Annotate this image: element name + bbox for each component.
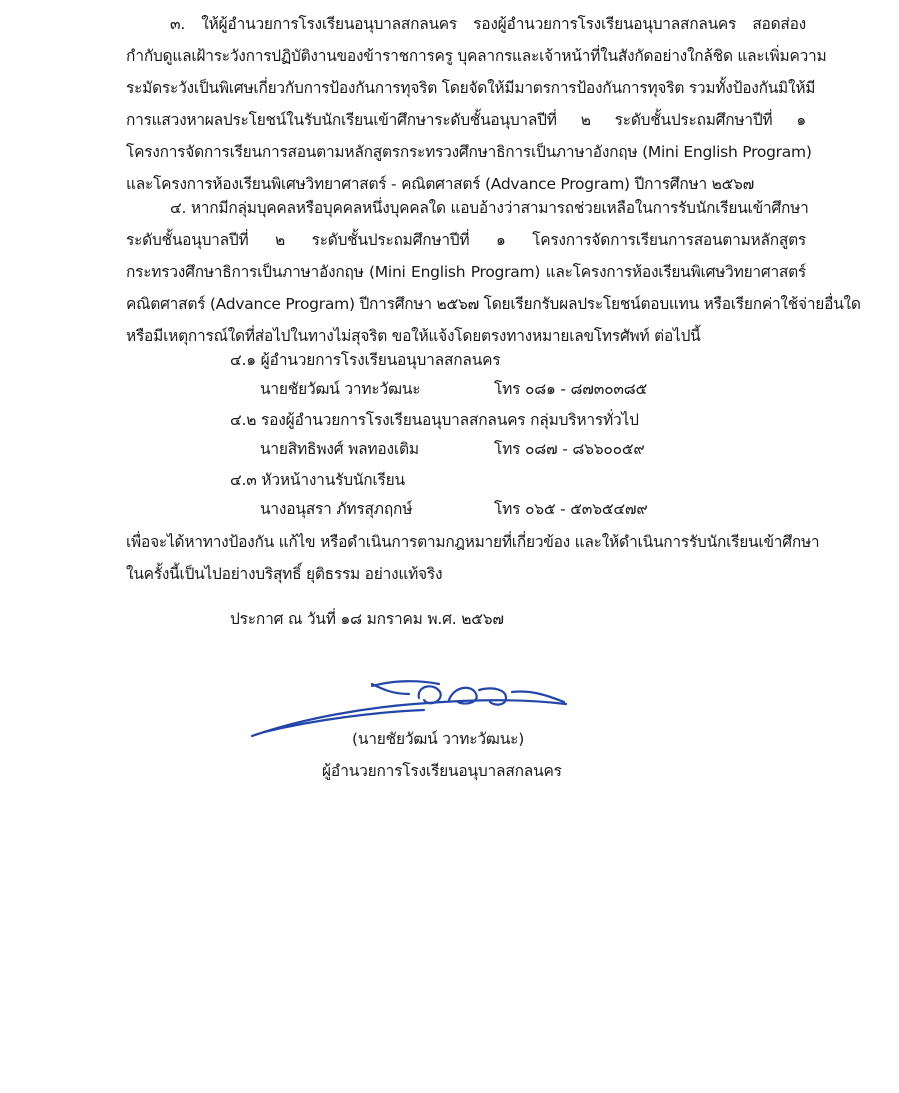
- contact-heading: ๔.๒ รองผู้อำนวยการโรงเรียนอนุบาลสกลนคร กลุ่มบริหารทั่วไป: [230, 411, 639, 429]
- section-4-line: หรือมีเหตุการณ์ใดที่ส่อไปในทางไม่สุจริต ขอให้แจ้งโดยตรงทางหมายเลขโทรศัพท์ ต่อไปนี้: [126, 327, 701, 345]
- section-3-line: กำกับดูแลเฝ้าระวังการปฏิบัติงานของข้าราชการครู บุคลากรและเจ้าหน้าที่ในสังกัดอย่างใกล้ชิด และเพิ่มความ: [126, 47, 827, 65]
- closing-line: ในครั้งนี้เป็นไปอย่างบริสุทธิ์ ยุติธรรม อย่างแท้จริง: [126, 565, 443, 583]
- announcement-date: ประกาศ ณ วันที่ ๑๘ มกราคม พ.ศ. ๒๕๖๗: [230, 610, 504, 628]
- section-3-line: และโครงการห้องเรียนพิเศษวิทยาศาสตร์ - คณิตศาสตร์ (Advance Program) ปีการศึกษา ๒๕๖๗: [126, 175, 755, 193]
- section-3-line: ระมัดระวังเป็นพิเศษเกี่ยวกับการป้องกันการทุจริต โดยจัดให้มีมาตรการป้องกันการทุจริต รวมทั้งป้องกันมิให้มี: [126, 79, 816, 97]
- section-3-paragraph: [126, 8, 827, 200]
- contact-phone: โทร ๐๘๗ - ๘๖๖๐๐๕๙: [494, 440, 645, 458]
- section-3-line: การแสวงหาผลประโยชน์ในรับนักเรียนเข้าศึกษาระดับชั้นอนุบาลปีที่ ๒ ระดับชั้นประถมศึกษาปีที่ ๑: [126, 111, 806, 129]
- contact-phone: โทร ๐๘๑ - ๘๗๓๐๓๘๕: [494, 380, 648, 398]
- section-4-line: กระทรวงศึกษาธิการเป็นภาษาอังกฤษ (Mini English Program) และโครงการห้องเรียนพิเศษวิทยาศาสตร์: [126, 263, 806, 281]
- section-4-line: ระดับชั้นอนุบาลปีที่ ๒ ระดับชั้นประถมศึกษาปีที่ ๑ โครงการจัดการเรียนการสอนตามหลักสูตร: [126, 231, 806, 249]
- section-4-paragraph: [126, 192, 861, 352]
- section-3-line: โครงการจัดการเรียนการสอนตามหลักสูตรกระทรวงศึกษาธิการเป็นภาษาอังกฤษ (Mini English Program): [126, 143, 812, 161]
- signer-name: (นายชัยวัฒน์ วาทะวัฒนะ): [352, 730, 525, 748]
- section-4-line: คณิตศาสตร์ (Advance Program) ปีการศึกษา ๒๕๖๗ โดยเรียกรับผลประโยชน์ตอบแทน หรือเรียกค่าใช้จ่ายอื่นใด: [126, 295, 861, 313]
- contact-heading: ๔.๓ หัวหน้างานรับนักเรียน: [230, 471, 405, 489]
- contact-phone: โทร ๐๖๕ - ๕๓๖๕๔๗๙: [494, 500, 648, 518]
- contact-heading: ๔.๑ ผู้อำนวยการโรงเรียนอนุบาลสกลนคร: [230, 351, 501, 369]
- section-3-line: ๓. ให้ผู้อำนวยการโรงเรียนอนุบาลสกลนคร รองผู้อำนวยการโรงเรียนอนุบาลสกลนคร สอดส่อง: [170, 15, 806, 33]
- contact-name: นางอนุสรา ภัทรสุภฤกษ์: [260, 500, 413, 518]
- signer-position: ผู้อำนวยการโรงเรียนอนุบาลสกลนคร: [322, 762, 562, 780]
- contact-name: นายสิทธิพงศ์ พลทองเติม: [260, 440, 419, 458]
- section-4-line: ๔. หากมีกลุ่มบุคคลหรือบุคคลหนึ่งบุคคลใด แอบอ้างว่าสามารถช่วยเหลือในการรับนักเรียนเข้าศึกษา: [170, 199, 809, 217]
- contact-name: นายชัยวัฒน์ วาทะวัฒนะ: [260, 380, 421, 398]
- closing-paragraph: [126, 526, 820, 590]
- closing-line: เพื่อจะได้หาทางป้องกัน แก้ไข หรือดำเนินการตามกฎหมายที่เกี่ยวข้อง และให้ดำเนินการรับนักเรียนเข้าศึกษา: [126, 533, 820, 551]
